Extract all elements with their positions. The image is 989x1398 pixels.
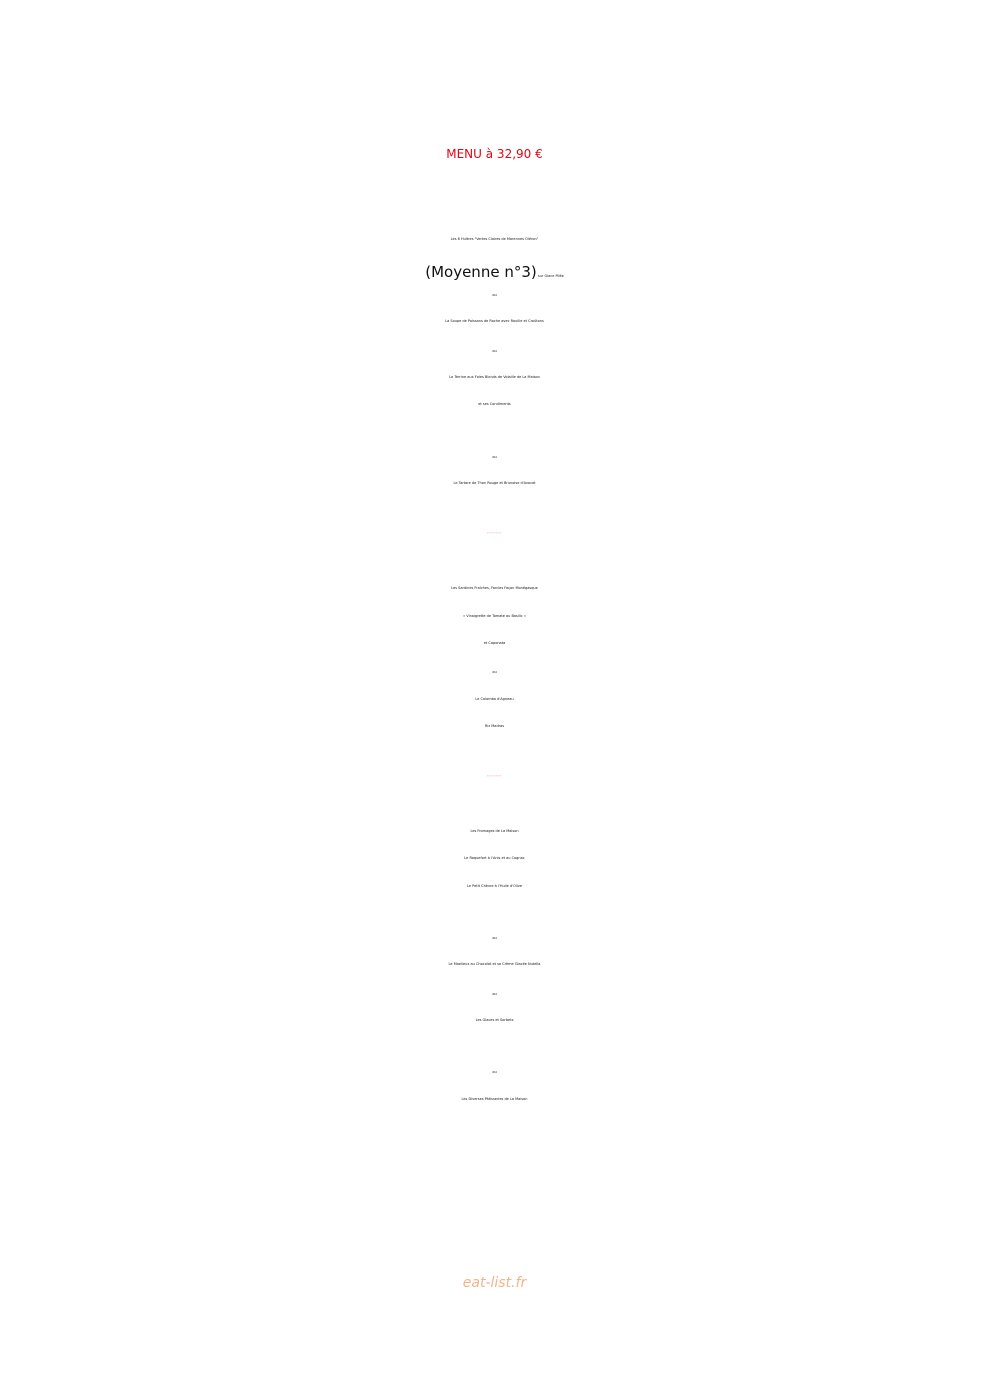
entree-terrine: La Terrine aux Foies Blonds de Volaille de La Maison — [449, 375, 540, 379]
or-separator: ou — [492, 992, 497, 996]
dessert-roquefort: Le Roquefort à l'Anis et au Cognac — [464, 856, 525, 860]
watermark-logo: eat-list.fr — [462, 1275, 527, 1291]
section-separator: ********** — [487, 776, 502, 778]
plat-colombo: Le Colombo d'Agneau — [475, 697, 514, 701]
or-separator: ou — [492, 1070, 497, 1074]
entree-tuna-tartare: Le Tartare de Thon Rouge et Brunoise d'Avocat — [453, 481, 536, 485]
dessert-cheeses: Les Fromages de La Maison — [470, 829, 519, 833]
section-separator: ********** — [487, 533, 502, 535]
entree-oysters-serving: sur Glace Pilée — [537, 274, 564, 278]
plat-colombo-rice: Riz Madras — [484, 724, 505, 728]
dessert-ice-creams: Les Glaces et Sorbets — [475, 1018, 514, 1022]
plat-sardines-vinaigrette: « Vinaigrette de Tomate au Basilic » — [463, 614, 526, 618]
or-separator: ou — [492, 293, 497, 297]
plat-sardines-caponata: et Caponata — [483, 641, 506, 645]
dessert-goat-cheese: Le Petit Chèvre à l'Huile d'Olive — [467, 884, 522, 888]
or-separator: ou — [492, 670, 497, 674]
entree-oysters-label: Les 6 Huîtres "Vertes Claires de Marennes Oléron" — [450, 237, 539, 241]
dessert-pastries: Les Diverses Pâtisseries de La Maison — [461, 1097, 528, 1101]
entree-terrine-condiments: et ses Condiments — [478, 402, 511, 406]
dessert-moelleux: Le Moelleux au Chocolat et sa Crème Glacée Nutella — [448, 962, 541, 966]
or-separator: ou — [492, 349, 497, 353]
entree-oysters-size: (Moyenne n°3) — [425, 263, 537, 281]
menu-title: MENU à 32,90 € — [446, 147, 543, 161]
entree-oysters-detail — [0, 265, 989, 280]
plat-sardines: Les Sardines Fraîches, Farcies Façon Monégasque — [451, 586, 538, 590]
entree-fish-soup: La Soupe de Poissons de Roche avec Rouille et Croûtons — [445, 319, 544, 323]
or-separator: ou — [492, 936, 497, 940]
or-separator: ou — [492, 455, 497, 459]
entree-oysters — [0, 238, 989, 242]
